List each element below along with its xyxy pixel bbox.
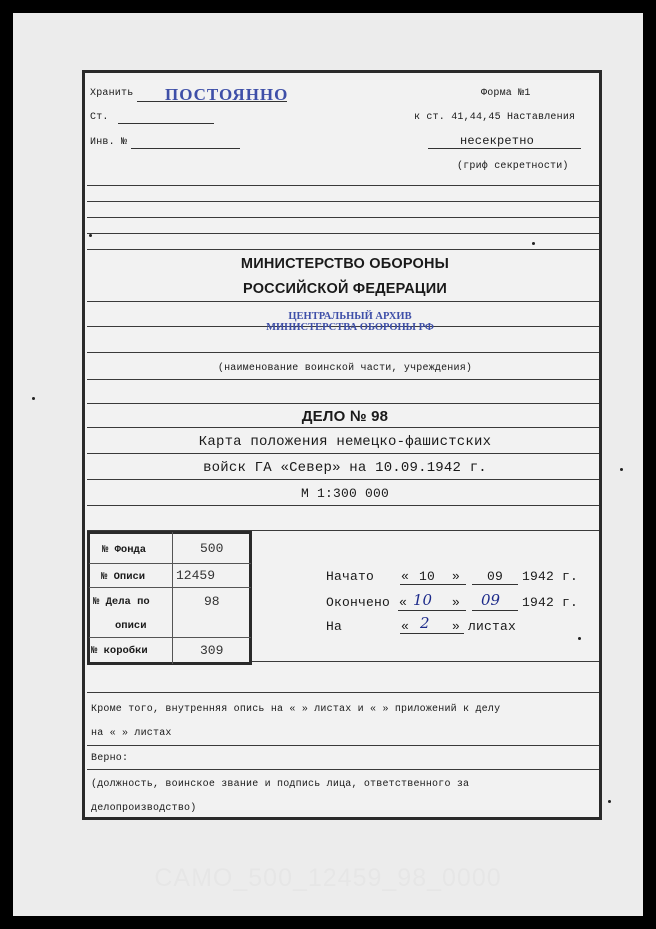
- fond-label: № Фонда: [102, 544, 147, 556]
- ministry-line-2: РОССИЙСКОЙ ФЕДЕРАЦИИ: [243, 281, 447, 297]
- sheets-close-quote: »: [452, 619, 461, 634]
- scan-speck: [32, 397, 35, 400]
- case-description-2: войск ГА «Север» на 10.09.1942 г.: [203, 460, 487, 476]
- permanent-stamp: ПОСТОЯННО: [165, 85, 289, 104]
- delo-value: 98: [204, 594, 220, 609]
- table-row-divider-2: [89, 587, 251, 588]
- table-row-divider-1: [89, 563, 251, 564]
- verified-label: Верно:: [91, 753, 129, 764]
- responsible-caption-2: делопроизводство): [91, 803, 197, 814]
- file-watermark: CAMO_500_12459_98_0000: [154, 864, 502, 892]
- sheets-count-handwritten: 2: [420, 614, 430, 632]
- end-close-quote: »: [452, 595, 461, 610]
- rule-14: [87, 505, 599, 506]
- rule-6: [87, 301, 599, 302]
- sheets-label: На: [326, 619, 343, 634]
- start-year: 1942 г.: [522, 569, 579, 584]
- rule-17: [87, 692, 599, 693]
- start-close-quote: »: [452, 569, 461, 584]
- secrecy-caption: (гриф секретности): [457, 161, 569, 172]
- archive-stamp-line-1: ЦЕНТРАЛЬНЫЙ АРХИВ: [288, 311, 412, 322]
- store-label: Хранить: [90, 88, 134, 99]
- delo-label: № Дела по: [93, 596, 150, 608]
- opis-value: 12459: [176, 568, 216, 583]
- scan-speck: [608, 800, 611, 803]
- responsible-caption-1: (должность, воинское звание и подпись лица, ответственного за: [91, 779, 470, 790]
- sheets-suffix: листах: [468, 619, 517, 634]
- delo-label-2: описи: [115, 620, 147, 632]
- case-title: ДЕЛО № 98: [301, 408, 389, 425]
- rule-13: [87, 479, 599, 480]
- start-month: 09: [487, 569, 504, 584]
- box-value: 309: [200, 643, 224, 658]
- article-underline: [118, 123, 214, 124]
- archive-stamp-line-2: МИНИСТЕРСТВА ОБОРОНЫ РФ: [266, 322, 434, 333]
- inner-inventory-text-2: на « » листах: [91, 728, 172, 739]
- ministry-line-1: МИНИСТЕРСТВО ОБОРОНЫ: [240, 256, 450, 272]
- start-open-quote: «: [401, 569, 410, 584]
- article-label: Ст.: [90, 112, 109, 123]
- inventory-label: Инв. №: [90, 137, 128, 148]
- inner-inventory-text: Кроме того, внутренняя опись на « » листах и « » приложений к делу: [91, 704, 501, 715]
- case-scale: М 1:300 000: [300, 486, 389, 501]
- fond-value: 500: [200, 541, 224, 556]
- end-month-handwritten: 09: [481, 591, 501, 609]
- rule-1: [87, 185, 599, 186]
- end-open-quote: «: [399, 595, 408, 610]
- scan-speck: [532, 242, 535, 245]
- end-year: 1942 г.: [522, 595, 579, 610]
- rule-19: [87, 769, 599, 770]
- form-label: Форма №1: [481, 88, 531, 99]
- rule-12: [87, 453, 599, 454]
- table-row-divider-3: [89, 637, 251, 638]
- sheets-underline: [400, 633, 464, 634]
- box-label: № коробки: [91, 645, 148, 657]
- end-day-underline: [398, 610, 466, 611]
- rule-18: [87, 745, 599, 746]
- rule-4: [87, 233, 599, 234]
- rule-11: [87, 427, 599, 428]
- start-month-underline: [472, 584, 518, 585]
- opis-label: № Описи: [101, 571, 146, 583]
- rule-8: [87, 352, 599, 353]
- rule-9: [87, 379, 599, 380]
- secrecy-value: несекретно: [460, 134, 535, 148]
- rule-2: [87, 201, 599, 202]
- start-day: 10: [419, 569, 436, 584]
- inventory-underline: [131, 148, 240, 149]
- end-month-underline: [472, 610, 518, 611]
- case-description-1: Карта положения немецко-фашистских: [198, 434, 492, 450]
- end-label: Окончено: [326, 595, 391, 610]
- rule-3: [87, 217, 599, 218]
- reference-text: к ст. 41,44,45 Наставления: [414, 112, 576, 123]
- table-column-divider: [172, 532, 173, 664]
- scan-speck: [578, 637, 581, 640]
- rule-10: [87, 403, 599, 404]
- unit-caption: (наименование воинской части, учреждения): [217, 363, 473, 374]
- start-label: Начато: [326, 569, 375, 584]
- sheets-open-quote: «: [401, 619, 410, 634]
- end-day-handwritten: 10: [413, 591, 433, 609]
- start-day-underline: [400, 584, 466, 585]
- secrecy-underline: [428, 148, 581, 149]
- scan-speck: [89, 234, 92, 237]
- scan-speck: [620, 468, 623, 471]
- rule-5: [87, 249, 599, 250]
